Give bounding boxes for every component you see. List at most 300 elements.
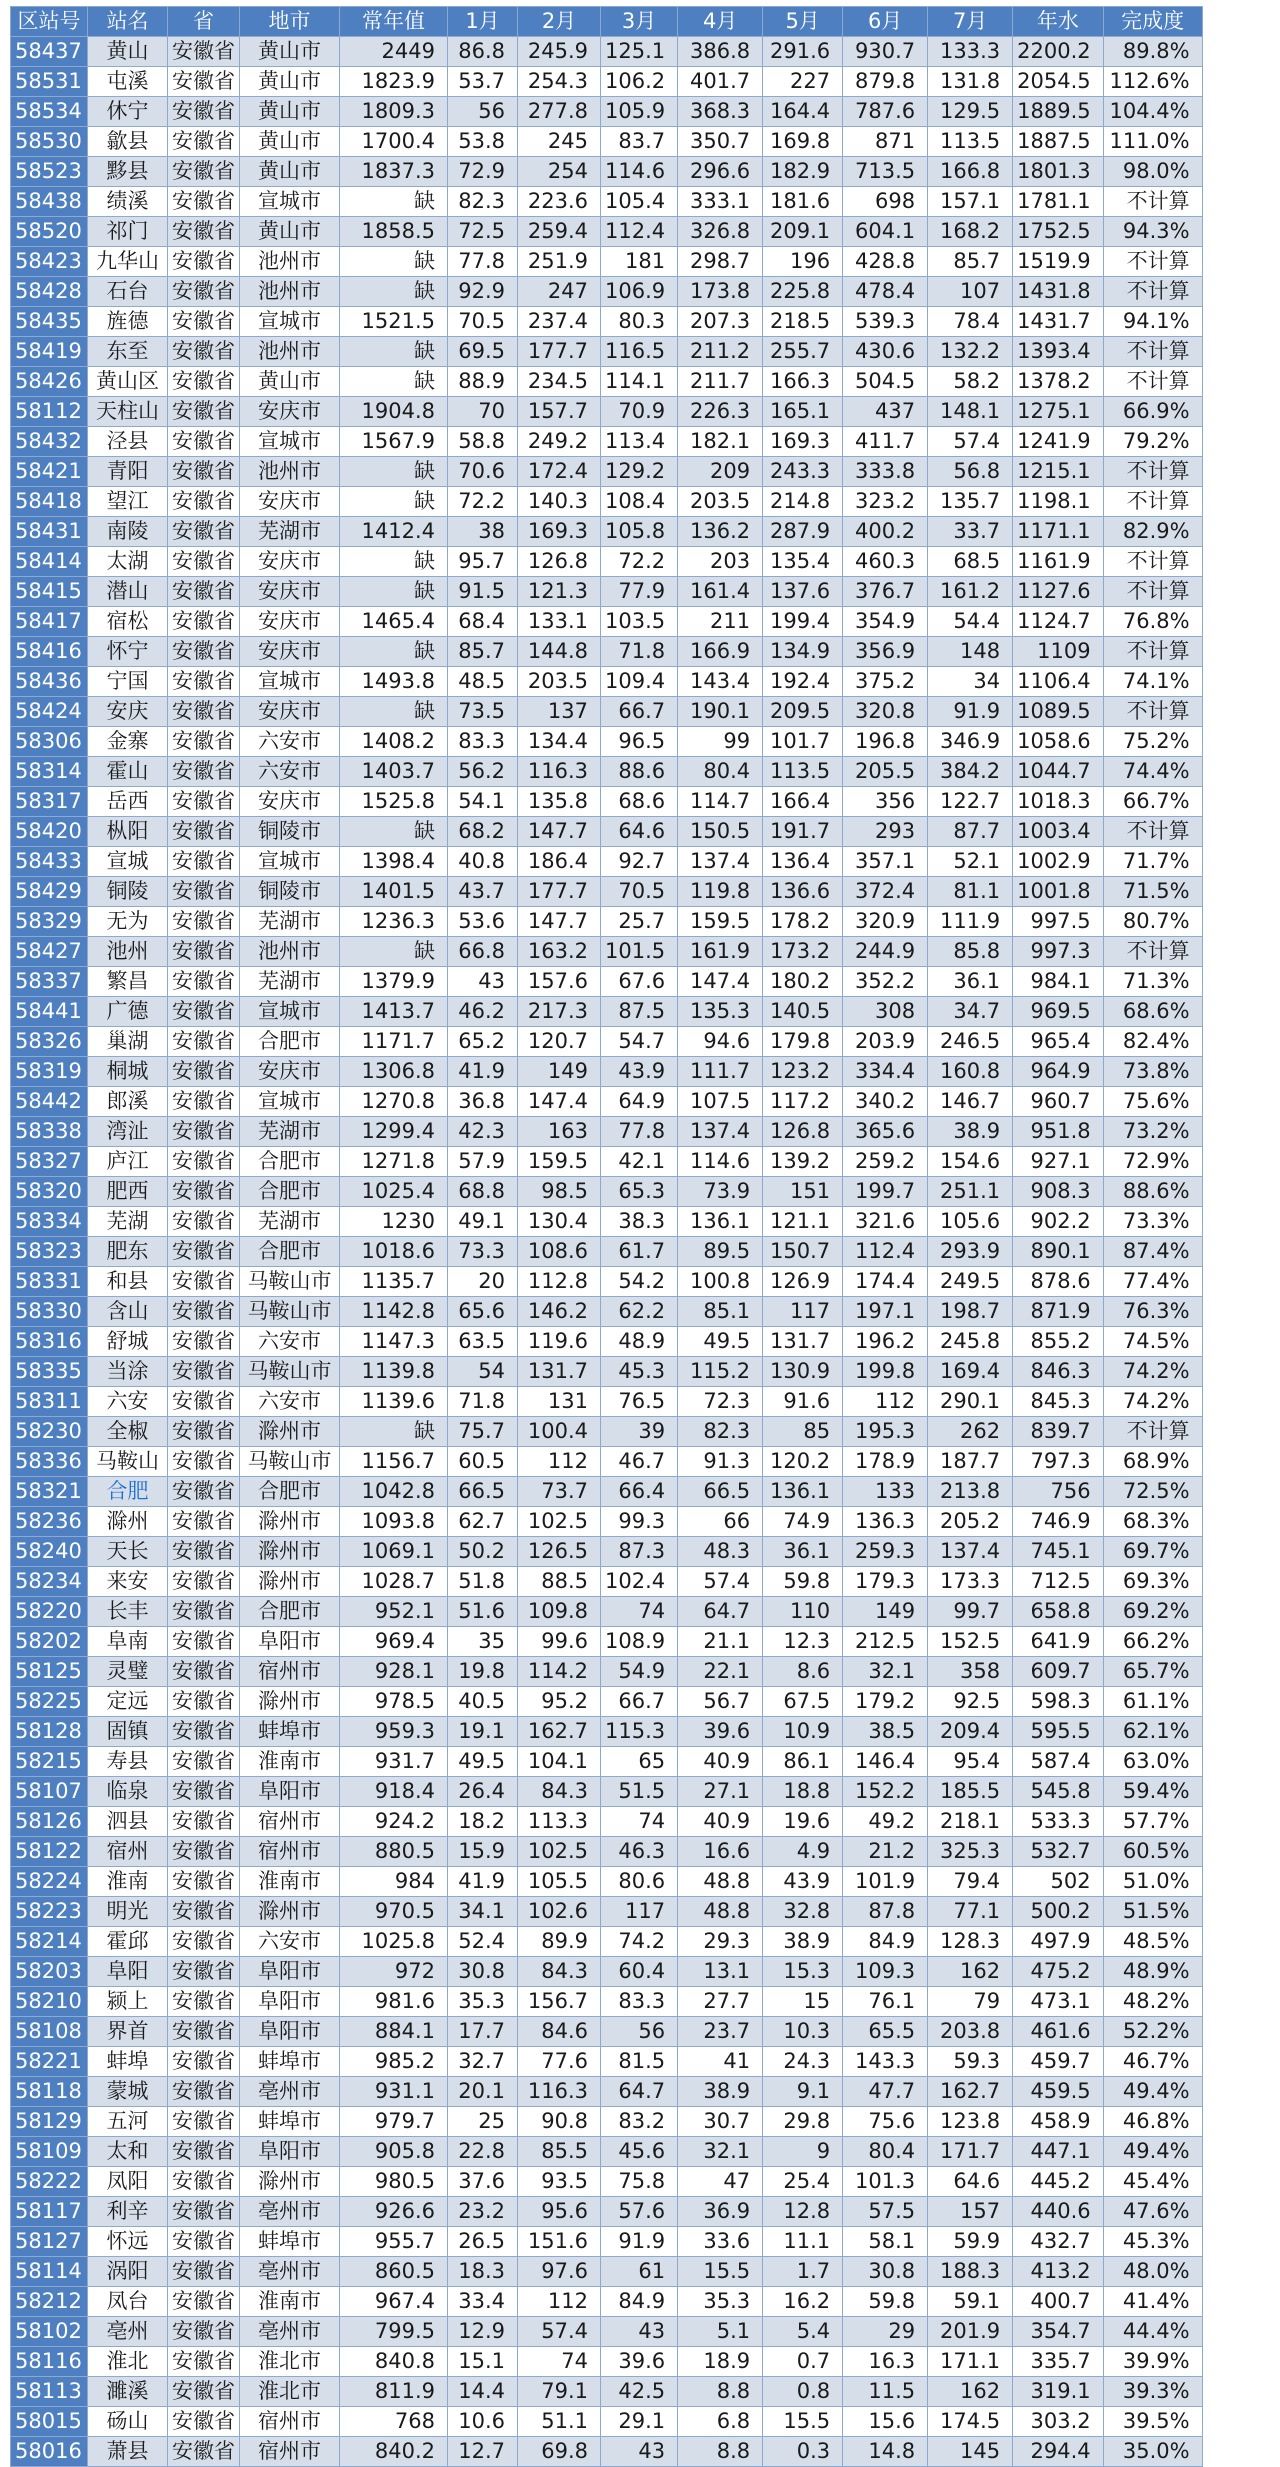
cell-jul[interactable]: 293.9: [928, 1237, 1013, 1267]
cell-jul[interactable]: 91.9: [928, 697, 1013, 727]
cell-may[interactable]: 180.2: [763, 967, 843, 997]
cell-mar[interactable]: 61.7: [601, 1237, 678, 1267]
cell-station-name[interactable]: 铜陵: [88, 877, 168, 907]
cell-province[interactable]: 安徽省: [168, 187, 240, 217]
cell-completion[interactable]: 79.2%: [1103, 427, 1202, 457]
cell-normal-value[interactable]: 981.6: [340, 1987, 448, 2017]
cell-annual[interactable]: 1519.9: [1013, 247, 1103, 277]
cell-jun[interactable]: 133: [843, 1477, 928, 1507]
cell-jun[interactable]: 244.9: [843, 937, 928, 967]
cell-city[interactable]: 亳州市: [240, 2077, 340, 2107]
cell-annual[interactable]: 902.2: [1013, 1207, 1103, 1237]
cell-jan[interactable]: 86.8: [448, 37, 518, 67]
cell-station-name[interactable]: 含山: [88, 1297, 168, 1327]
cell-jul[interactable]: 146.7: [928, 1087, 1013, 1117]
cell-city[interactable]: 宿州市: [240, 1657, 340, 1687]
cell-jun[interactable]: 293: [843, 817, 928, 847]
cell-may[interactable]: 209.1: [763, 217, 843, 247]
cell-mar[interactable]: 80.6: [601, 1867, 678, 1897]
cell-feb[interactable]: 147.7: [518, 817, 601, 847]
cell-completion[interactable]: 66.9%: [1103, 397, 1202, 427]
cell-annual[interactable]: 855.2: [1013, 1327, 1103, 1357]
cell-station-id[interactable]: 58225: [11, 1687, 88, 1717]
cell-annual[interactable]: 997.5: [1013, 907, 1103, 937]
cell-apr[interactable]: 66.5: [678, 1477, 763, 1507]
cell-jan[interactable]: 72.9: [448, 157, 518, 187]
cell-normal-value[interactable]: 1493.8: [340, 667, 448, 697]
cell-city[interactable]: 芜湖市: [240, 967, 340, 997]
cell-normal-value[interactable]: 799.5: [340, 2317, 448, 2347]
cell-normal-value[interactable]: 1306.8: [340, 1057, 448, 1087]
cell-feb[interactable]: 116.3: [518, 2077, 601, 2107]
cell-city[interactable]: 宣城市: [240, 997, 340, 1027]
cell-completion[interactable]: 69.3%: [1103, 1567, 1202, 1597]
cell-jun[interactable]: 334.4: [843, 1057, 928, 1087]
cell-station-name[interactable]: 望江: [88, 487, 168, 517]
cell-mar[interactable]: 64.6: [601, 817, 678, 847]
cell-station-name[interactable]: 利辛: [88, 2197, 168, 2227]
cell-feb[interactable]: 223.6: [518, 187, 601, 217]
cell-annual[interactable]: 1106.4: [1013, 667, 1103, 697]
cell-completion[interactable]: 104.4%: [1103, 97, 1202, 127]
cell-station-id[interactable]: 58125: [11, 1657, 88, 1687]
cell-mar[interactable]: 25.7: [601, 907, 678, 937]
cell-jun[interactable]: 49.2: [843, 1807, 928, 1837]
cell-mar[interactable]: 87.3: [601, 1537, 678, 1567]
cell-may[interactable]: 179.8: [763, 1027, 843, 1057]
cell-station-id[interactable]: 58427: [11, 937, 88, 967]
cell-city[interactable]: 黄山市: [240, 157, 340, 187]
cell-mar[interactable]: 103.5: [601, 607, 678, 637]
cell-jul[interactable]: 56.8: [928, 457, 1013, 487]
cell-apr[interactable]: 48.8: [678, 1867, 763, 1897]
cell-annual[interactable]: 497.9: [1013, 1927, 1103, 1957]
cell-apr[interactable]: 73.9: [678, 1177, 763, 1207]
cell-station-id[interactable]: 58236: [11, 1507, 88, 1537]
cell-completion[interactable]: 80.7%: [1103, 907, 1202, 937]
cell-city[interactable]: 淮南市: [240, 1747, 340, 1777]
cell-jun[interactable]: 504.5: [843, 367, 928, 397]
cell-jun[interactable]: 320.9: [843, 907, 928, 937]
cell-city[interactable]: 滁州市: [240, 1417, 340, 1447]
cell-station-name[interactable]: 肥西: [88, 1177, 168, 1207]
cell-apr[interactable]: 226.3: [678, 397, 763, 427]
cell-jul[interactable]: 34: [928, 667, 1013, 697]
cell-city[interactable]: 六安市: [240, 1327, 340, 1357]
cell-completion[interactable]: 66.7%: [1103, 787, 1202, 817]
cell-city[interactable]: 池州市: [240, 277, 340, 307]
cell-mar[interactable]: 62.2: [601, 1297, 678, 1327]
cell-city[interactable]: 蚌埠市: [240, 2227, 340, 2257]
cell-city[interactable]: 黄山市: [240, 217, 340, 247]
cell-normal-value[interactable]: 缺: [340, 817, 448, 847]
cell-jan[interactable]: 52.4: [448, 1927, 518, 1957]
cell-jul[interactable]: 218.1: [928, 1807, 1013, 1837]
cell-normal-value[interactable]: 1230: [340, 1207, 448, 1237]
cell-feb[interactable]: 109.8: [518, 1597, 601, 1627]
cell-apr[interactable]: 8.8: [678, 2437, 763, 2467]
cell-annual[interactable]: 846.3: [1013, 1357, 1103, 1387]
cell-completion[interactable]: 89.8%: [1103, 37, 1202, 67]
cell-station-id[interactable]: 58223: [11, 1897, 88, 1927]
cell-apr[interactable]: 137.4: [678, 1117, 763, 1147]
cell-apr[interactable]: 47: [678, 2167, 763, 2197]
cell-feb[interactable]: 79.1: [518, 2377, 601, 2407]
header-normal-value[interactable]: 常年值: [340, 7, 448, 37]
cell-annual[interactable]: 878.6: [1013, 1267, 1103, 1297]
cell-jul[interactable]: 262: [928, 1417, 1013, 1447]
cell-may[interactable]: 181.6: [763, 187, 843, 217]
cell-station-name[interactable]: 舒城: [88, 1327, 168, 1357]
cell-city[interactable]: 芜湖市: [240, 907, 340, 937]
cell-apr[interactable]: 66: [678, 1507, 763, 1537]
cell-may[interactable]: 8.6: [763, 1657, 843, 1687]
cell-jun[interactable]: 365.6: [843, 1117, 928, 1147]
cell-apr[interactable]: 135.3: [678, 997, 763, 1027]
cell-mar[interactable]: 42.1: [601, 1147, 678, 1177]
cell-jul[interactable]: 246.5: [928, 1027, 1013, 1057]
cell-feb[interactable]: 186.4: [518, 847, 601, 877]
cell-apr[interactable]: 166.9: [678, 637, 763, 667]
cell-jun[interactable]: 320.8: [843, 697, 928, 727]
cell-city[interactable]: 六安市: [240, 1927, 340, 1957]
cell-may[interactable]: 182.9: [763, 157, 843, 187]
cell-province[interactable]: 安徽省: [168, 1237, 240, 1267]
cell-province[interactable]: 安徽省: [168, 2347, 240, 2377]
cell-station-name[interactable]: 濉溪: [88, 2377, 168, 2407]
cell-station-id[interactable]: 58215: [11, 1747, 88, 1777]
cell-normal-value[interactable]: 880.5: [340, 1837, 448, 1867]
cell-station-id[interactable]: 58117: [11, 2197, 88, 2227]
cell-normal-value[interactable]: 缺: [340, 487, 448, 517]
cell-normal-value[interactable]: 1700.4: [340, 127, 448, 157]
cell-annual[interactable]: 1109: [1013, 637, 1103, 667]
cell-may[interactable]: 214.8: [763, 487, 843, 517]
cell-jun[interactable]: 323.2: [843, 487, 928, 517]
cell-jan[interactable]: 41.9: [448, 1057, 518, 1087]
cell-may[interactable]: 15: [763, 1987, 843, 2017]
cell-station-id[interactable]: 58415: [11, 577, 88, 607]
cell-jun[interactable]: 196.8: [843, 727, 928, 757]
cell-mar[interactable]: 99.3: [601, 1507, 678, 1537]
cell-city[interactable]: 滁州市: [240, 1567, 340, 1597]
cell-apr[interactable]: 23.7: [678, 2017, 763, 2047]
cell-city[interactable]: 淮南市: [240, 1867, 340, 1897]
cell-station-name[interactable]: 界首: [88, 2017, 168, 2047]
cell-completion[interactable]: 59.4%: [1103, 1777, 1202, 1807]
cell-may[interactable]: 5.4: [763, 2317, 843, 2347]
cell-normal-value[interactable]: 缺: [340, 697, 448, 727]
cell-annual[interactable]: 756: [1013, 1477, 1103, 1507]
cell-station-id[interactable]: 58421: [11, 457, 88, 487]
cell-may[interactable]: 196: [763, 247, 843, 277]
cell-station-name[interactable]: 繁昌: [88, 967, 168, 997]
cell-completion[interactable]: 46.7%: [1103, 2047, 1202, 2077]
cell-annual[interactable]: 545.8: [1013, 1777, 1103, 1807]
cell-province[interactable]: 安徽省: [168, 787, 240, 817]
cell-province[interactable]: 安徽省: [168, 1327, 240, 1357]
cell-station-name[interactable]: 郎溪: [88, 1087, 168, 1117]
cell-jan[interactable]: 42.3: [448, 1117, 518, 1147]
cell-mar[interactable]: 64.7: [601, 2077, 678, 2107]
cell-annual[interactable]: 461.6: [1013, 2017, 1103, 2047]
cell-annual[interactable]: 1275.1: [1013, 397, 1103, 427]
cell-annual[interactable]: 587.4: [1013, 1747, 1103, 1777]
cell-jun[interactable]: 539.3: [843, 307, 928, 337]
cell-annual[interactable]: 294.4: [1013, 2437, 1103, 2467]
cell-feb[interactable]: 149: [518, 1057, 601, 1087]
cell-apr[interactable]: 41: [678, 2047, 763, 2077]
cell-jun[interactable]: 698: [843, 187, 928, 217]
cell-jun[interactable]: 30.8: [843, 2257, 928, 2287]
cell-station-id[interactable]: 58128: [11, 1717, 88, 1747]
cell-feb[interactable]: 163.2: [518, 937, 601, 967]
cell-normal-value[interactable]: 967.4: [340, 2287, 448, 2317]
cell-jul[interactable]: 161.2: [928, 577, 1013, 607]
cell-annual[interactable]: 871.9: [1013, 1297, 1103, 1327]
cell-province[interactable]: 安徽省: [168, 517, 240, 547]
cell-jan[interactable]: 51.8: [448, 1567, 518, 1597]
cell-apr[interactable]: 39.6: [678, 1717, 763, 1747]
cell-mar[interactable]: 75.8: [601, 2167, 678, 2197]
cell-annual[interactable]: 445.2: [1013, 2167, 1103, 2197]
cell-station-id[interactable]: 58202: [11, 1627, 88, 1657]
cell-may[interactable]: 130.9: [763, 1357, 843, 1387]
cell-annual[interactable]: 965.4: [1013, 1027, 1103, 1057]
cell-jan[interactable]: 85.7: [448, 637, 518, 667]
cell-may[interactable]: 9: [763, 2137, 843, 2167]
cell-province[interactable]: 安徽省: [168, 1057, 240, 1087]
cell-city[interactable]: 马鞍山市: [240, 1267, 340, 1297]
cell-station-id[interactable]: 58416: [11, 637, 88, 667]
cell-jan[interactable]: 68.4: [448, 607, 518, 637]
cell-apr[interactable]: 33.6: [678, 2227, 763, 2257]
cell-mar[interactable]: 77.9: [601, 577, 678, 607]
cell-normal-value[interactable]: 972: [340, 1957, 448, 1987]
cell-feb[interactable]: 102.5: [518, 1837, 601, 1867]
cell-apr[interactable]: 119.8: [678, 877, 763, 907]
cell-station-id[interactable]: 58316: [11, 1327, 88, 1357]
cell-jul[interactable]: 87.7: [928, 817, 1013, 847]
cell-station-id[interactable]: 58127: [11, 2227, 88, 2257]
header-feb[interactable]: 2月: [518, 7, 601, 37]
header-jan[interactable]: 1月: [448, 7, 518, 37]
cell-province[interactable]: 安徽省: [168, 307, 240, 337]
cell-city[interactable]: 安庆市: [240, 547, 340, 577]
cell-station-name[interactable]: 六安: [88, 1387, 168, 1417]
cell-completion[interactable]: 66.2%: [1103, 1627, 1202, 1657]
cell-may[interactable]: 16.2: [763, 2287, 843, 2317]
cell-annual[interactable]: 839.7: [1013, 1417, 1103, 1447]
cell-station-name[interactable]: 屯溪: [88, 67, 168, 97]
cell-feb[interactable]: 172.4: [518, 457, 601, 487]
cell-station-name[interactable]: 砀山: [88, 2407, 168, 2437]
cell-mar[interactable]: 74: [601, 1597, 678, 1627]
cell-jan[interactable]: 88.9: [448, 367, 518, 397]
cell-station-name[interactable]: 颍上: [88, 1987, 168, 2017]
cell-apr[interactable]: 114.6: [678, 1147, 763, 1177]
cell-annual[interactable]: 458.9: [1013, 2107, 1103, 2137]
cell-jul[interactable]: 64.6: [928, 2167, 1013, 2197]
cell-jun[interactable]: 112.4: [843, 1237, 928, 1267]
cell-apr[interactable]: 48.3: [678, 1537, 763, 1567]
cell-normal-value[interactable]: 缺: [340, 577, 448, 607]
cell-city[interactable]: 亳州市: [240, 2257, 340, 2287]
cell-province[interactable]: 安徽省: [168, 817, 240, 847]
cell-may[interactable]: 18.8: [763, 1777, 843, 1807]
cell-jun[interactable]: 80.4: [843, 2137, 928, 2167]
cell-mar[interactable]: 74.2: [601, 1927, 678, 1957]
cell-may[interactable]: 165.1: [763, 397, 843, 427]
cell-city[interactable]: 合肥市: [240, 1147, 340, 1177]
cell-apr[interactable]: 8.8: [678, 2377, 763, 2407]
cell-station-name[interactable]: 怀宁: [88, 637, 168, 667]
cell-city[interactable]: 芜湖市: [240, 1117, 340, 1147]
cell-jun[interactable]: 179.3: [843, 1567, 928, 1597]
cell-station-id[interactable]: 58335: [11, 1357, 88, 1387]
cell-station-name[interactable]: 旌德: [88, 307, 168, 337]
cell-province[interactable]: 安徽省: [168, 1927, 240, 1957]
cell-apr[interactable]: 190.1: [678, 697, 763, 727]
cell-station-id[interactable]: 58329: [11, 907, 88, 937]
cell-province[interactable]: 安徽省: [168, 2077, 240, 2107]
cell-city[interactable]: 马鞍山市: [240, 1447, 340, 1477]
cell-annual[interactable]: 319.1: [1013, 2377, 1103, 2407]
cell-completion[interactable]: 77.4%: [1103, 1267, 1202, 1297]
cell-station-name[interactable]: 休宁: [88, 97, 168, 127]
cell-feb[interactable]: 146.2: [518, 1297, 601, 1327]
cell-jul[interactable]: 169.4: [928, 1357, 1013, 1387]
cell-feb[interactable]: 254.3: [518, 67, 601, 97]
cell-may[interactable]: 12.8: [763, 2197, 843, 2227]
cell-may[interactable]: 126.9: [763, 1267, 843, 1297]
cell-feb[interactable]: 119.6: [518, 1327, 601, 1357]
cell-feb[interactable]: 162.7: [518, 1717, 601, 1747]
cell-station-id[interactable]: 58534: [11, 97, 88, 127]
cell-jun[interactable]: 29: [843, 2317, 928, 2347]
cell-jul[interactable]: 185.5: [928, 1777, 1013, 1807]
header-completion[interactable]: 完成度: [1103, 7, 1202, 37]
cell-jan[interactable]: 57.9: [448, 1147, 518, 1177]
cell-jan[interactable]: 22.8: [448, 2137, 518, 2167]
cell-may[interactable]: 59.8: [763, 1567, 843, 1597]
cell-normal-value[interactable]: 1413.7: [340, 997, 448, 1027]
cell-annual[interactable]: 432.7: [1013, 2227, 1103, 2257]
cell-station-id[interactable]: 58429: [11, 877, 88, 907]
cell-feb[interactable]: 157.6: [518, 967, 601, 997]
cell-jan[interactable]: 43: [448, 967, 518, 997]
cell-jul[interactable]: 358: [928, 1657, 1013, 1687]
cell-apr[interactable]: 13.1: [678, 1957, 763, 1987]
cell-apr[interactable]: 22.1: [678, 1657, 763, 1687]
cell-station-id[interactable]: 58126: [11, 1807, 88, 1837]
cell-station-name[interactable]: 黄山区: [88, 367, 168, 397]
cell-mar[interactable]: 105.8: [601, 517, 678, 547]
cell-jan[interactable]: 56: [448, 97, 518, 127]
cell-feb[interactable]: 84.3: [518, 1957, 601, 1987]
cell-feb[interactable]: 84.3: [518, 1777, 601, 1807]
cell-normal-value[interactable]: 1809.3: [340, 97, 448, 127]
cell-province[interactable]: 安徽省: [168, 1957, 240, 1987]
cell-feb[interactable]: 245.9: [518, 37, 601, 67]
cell-station-name[interactable]: 灵璧: [88, 1657, 168, 1687]
cell-may[interactable]: 9.1: [763, 2077, 843, 2107]
cell-jan[interactable]: 53.7: [448, 67, 518, 97]
cell-feb[interactable]: 249.2: [518, 427, 601, 457]
cell-station-id[interactable]: 58523: [11, 157, 88, 187]
cell-completion[interactable]: 74.2%: [1103, 1387, 1202, 1417]
cell-feb[interactable]: 177.7: [518, 337, 601, 367]
cell-province[interactable]: 安徽省: [168, 427, 240, 457]
cell-station-name[interactable]: 定远: [88, 1687, 168, 1717]
cell-apr[interactable]: 136.1: [678, 1207, 763, 1237]
cell-jul[interactable]: 325.3: [928, 1837, 1013, 1867]
cell-completion[interactable]: 63.0%: [1103, 1747, 1202, 1777]
cell-annual[interactable]: 609.7: [1013, 1657, 1103, 1687]
cell-city[interactable]: 滁州市: [240, 1507, 340, 1537]
cell-normal-value[interactable]: 860.5: [340, 2257, 448, 2287]
cell-completion[interactable]: 不计算: [1103, 817, 1202, 847]
cell-completion[interactable]: 49.4%: [1103, 2077, 1202, 2107]
cell-normal-value[interactable]: 缺: [340, 337, 448, 367]
cell-jul[interactable]: 77.1: [928, 1897, 1013, 1927]
cell-completion[interactable]: 不计算: [1103, 577, 1202, 607]
cell-annual[interactable]: 969.5: [1013, 997, 1103, 1027]
cell-may[interactable]: 19.6: [763, 1807, 843, 1837]
cell-completion[interactable]: 82.9%: [1103, 517, 1202, 547]
cell-mar[interactable]: 43.9: [601, 1057, 678, 1087]
cell-annual[interactable]: 335.7: [1013, 2347, 1103, 2377]
cell-completion[interactable]: 不计算: [1103, 697, 1202, 727]
cell-city[interactable]: 黄山市: [240, 367, 340, 397]
cell-annual[interactable]: 595.5: [1013, 1717, 1103, 1747]
cell-completion[interactable]: 65.7%: [1103, 1657, 1202, 1687]
cell-may[interactable]: 136.6: [763, 877, 843, 907]
cell-province[interactable]: 安徽省: [168, 97, 240, 127]
cell-city[interactable]: 池州市: [240, 937, 340, 967]
cell-normal-value[interactable]: 1139.6: [340, 1387, 448, 1417]
cell-annual[interactable]: 532.7: [1013, 1837, 1103, 1867]
cell-station-id[interactable]: 58203: [11, 1957, 88, 1987]
cell-completion[interactable]: 76.3%: [1103, 1297, 1202, 1327]
cell-annual[interactable]: 1161.9: [1013, 547, 1103, 577]
cell-may[interactable]: 1.7: [763, 2257, 843, 2287]
cell-annual[interactable]: 746.9: [1013, 1507, 1103, 1537]
cell-station-name[interactable]: 安庆: [88, 697, 168, 727]
cell-normal-value[interactable]: 1521.5: [340, 307, 448, 337]
cell-mar[interactable]: 57.6: [601, 2197, 678, 2227]
cell-feb[interactable]: 102.5: [518, 1507, 601, 1537]
cell-mar[interactable]: 96.5: [601, 727, 678, 757]
cell-annual[interactable]: 1089.5: [1013, 697, 1103, 727]
cell-completion[interactable]: 48.5%: [1103, 1927, 1202, 1957]
cell-province[interactable]: 安徽省: [168, 2107, 240, 2137]
cell-annual[interactable]: 303.2: [1013, 2407, 1103, 2437]
cell-province[interactable]: 安徽省: [168, 217, 240, 247]
cell-feb[interactable]: 156.7: [518, 1987, 601, 2017]
cell-jul[interactable]: 249.5: [928, 1267, 1013, 1297]
cell-city[interactable]: 安庆市: [240, 397, 340, 427]
cell-jun[interactable]: 76.1: [843, 1987, 928, 2017]
cell-jun[interactable]: 437: [843, 397, 928, 427]
cell-city[interactable]: 滁州市: [240, 1897, 340, 1927]
cell-city[interactable]: 滁州市: [240, 1537, 340, 1567]
cell-annual[interactable]: 1801.3: [1013, 157, 1103, 187]
cell-apr[interactable]: 161.4: [678, 577, 763, 607]
cell-mar[interactable]: 54.7: [601, 1027, 678, 1057]
cell-normal-value[interactable]: 1837.3: [340, 157, 448, 187]
cell-jul[interactable]: 171.1: [928, 2347, 1013, 2377]
